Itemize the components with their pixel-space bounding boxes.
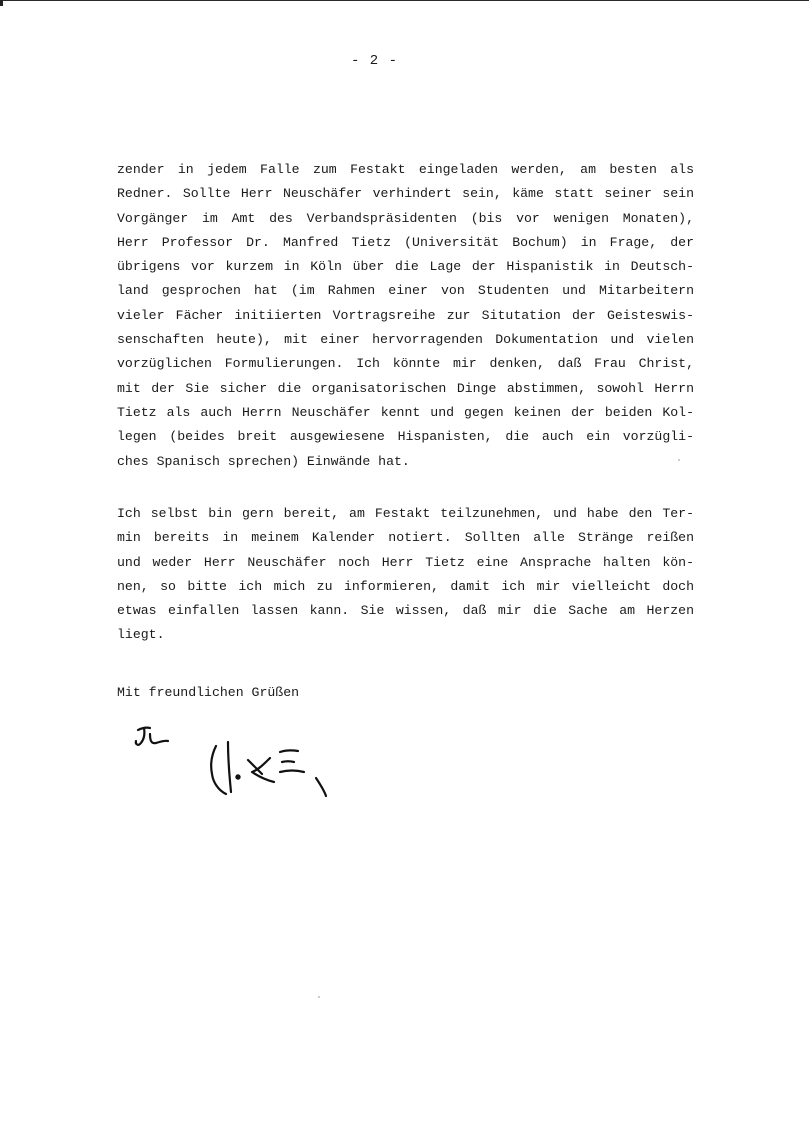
text-line: mit der Sie sicher die organisatorischen Dinge abstimmen, sowohl Herrn — [117, 380, 694, 396]
text-line: min bereits in meinem Kalender notiert. Sollten alle Stränge reißen — [117, 530, 694, 546]
text-line: vorzüglichen Formulierungen. Ich könnte mir denken, daß Frau Christ, — [117, 356, 694, 372]
text-line: land gesprochen hat (im Rahmen einer von Studenten und Mitarbeitern — [117, 283, 694, 299]
text-line: und weder Herr Neuschäfer noch Herr Tietz eine Ansprache halten kön- — [117, 554, 694, 570]
scan-border-top — [0, 0, 809, 1]
closing-salutation: Mit freundlichen Grüßen — [117, 685, 300, 700]
text-line: Ich selbst bin gern bereit, am Festakt teilzunehmen, und habe den Ter- — [117, 506, 694, 521]
scan-speck — [678, 459, 680, 461]
text-line: Tietz als auch Herrn Neuschäfer kennt und gegen keinen der beiden Kol- — [117, 404, 694, 420]
page-number: - 2 - — [350, 53, 398, 69]
text-line: Herr Professor Dr. Manfred Tietz (Universität Bochum) in Frage, der — [117, 234, 694, 250]
scan-speck — [318, 996, 320, 998]
text-line: zender in jedem Falle zum Festakt eingeladen werden, am besten als — [117, 162, 694, 177]
scan-mark-left — [0, 0, 3, 6]
text-line: liegt. — [117, 627, 165, 643]
text-line: ches Spanisch sprechen) Einwände hat. — [117, 453, 410, 469]
text-line: nen, so bitte ich mich zu informieren, damit ich mir vielleicht doch — [117, 578, 694, 594]
text-line: übrigens vor kurzem in Köln über die Lage der Hispanistik in Deutsch- — [117, 259, 694, 275]
text-line: senschaften heute), mit einer hervorragenden Dokumentation und vielen — [117, 332, 694, 348]
text-line: Vorgänger im Amt des Verbandspräsidenten (bis vor wenigen Monaten), — [117, 210, 694, 226]
text-line: etwas einfallen lassen kann. Sie wissen, daß mir die Sache am Herzen — [117, 603, 694, 619]
handwritten-signature — [130, 722, 350, 812]
text-line: Redner. Sollte Herr Neuschäfer verhindert sein, käme statt seiner sein — [117, 186, 694, 202]
text-line: legen (beides breit ausgewiesene Hispanisten, die auch ein vorzügli- — [117, 429, 694, 445]
paragraph-2 — [117, 502, 694, 648]
text-line: vieler Fächer initiierten Vortragsreihe zur Situtation der Geisteswis- — [117, 307, 694, 323]
paragraph-1 — [117, 158, 694, 474]
